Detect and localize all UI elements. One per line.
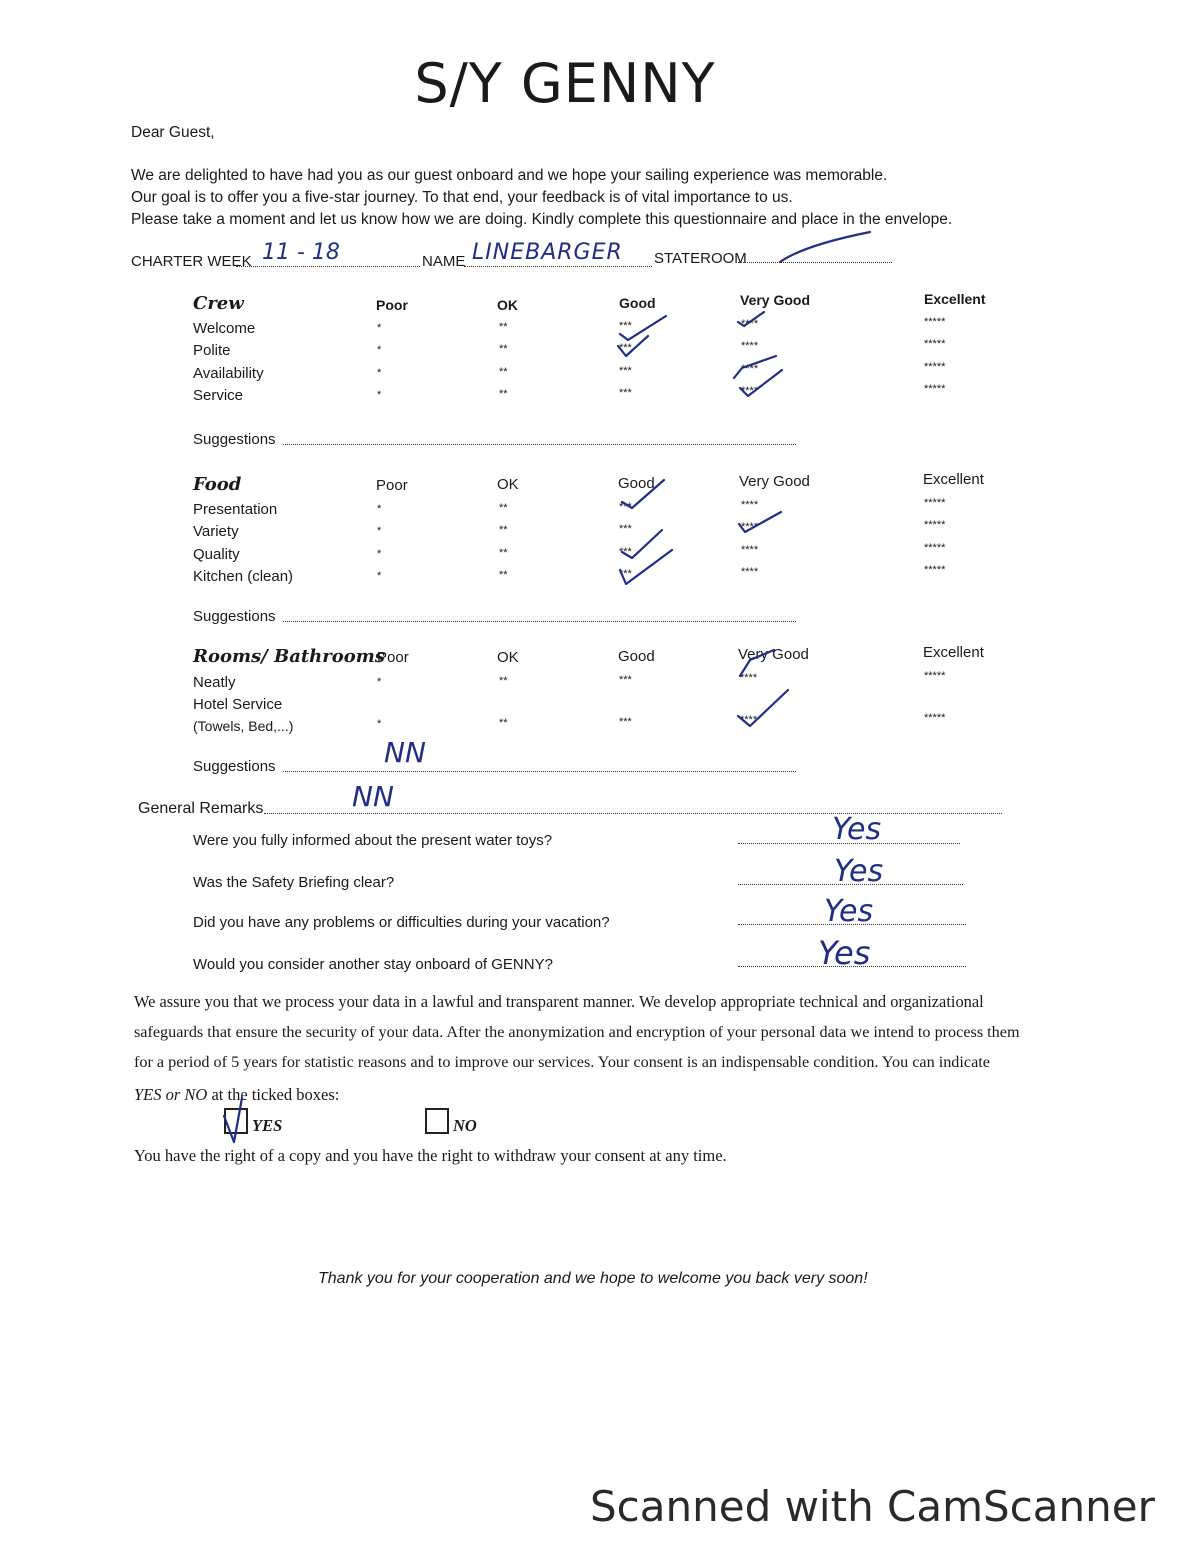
food-quality-very-good[interactable]: **** [741,544,759,556]
rooms-row-neatly: Neatly [193,674,236,691]
food-variety-good[interactable]: *** [619,523,632,535]
food-kitchen-very-good[interactable]: **** [741,566,759,578]
rooms-col-excellent: Excellent [923,644,984,661]
food-row-presentation: Presentation [193,501,278,518]
general-remarks-value[interactable]: NN [352,780,394,813]
greeting: Dear Guest, [131,124,215,141]
food-variety-excellent[interactable]: ***** [924,519,946,531]
consent-no-checkbox[interactable] [425,1108,449,1134]
food-kitchen-poor[interactable]: * [377,570,382,582]
crew-section-title: Crew [193,293,244,314]
crew-service-poor[interactable]: * [377,389,382,401]
answer-problems[interactable]: Yes [824,894,874,929]
closing-message: Thank you for your cooperation and we hope to welcome you back very soon! [318,1270,868,1287]
intro-line-3: Please take a moment and let us know how we are doing. Kindly complete this questionnaire and place in the envelope. [131,211,953,228]
crew-welcome-excellent[interactable]: ***** [924,316,946,328]
crew-welcome-very-good[interactable]: **** [741,318,759,330]
question-safety-briefing: Was the Safety Briefing clear? [193,874,395,891]
food-kitchen-good[interactable]: *** [619,568,632,580]
rooms-suggestions-line[interactable] [283,771,796,772]
crew-welcome-ok[interactable]: ** [499,321,508,333]
crew-availability-ok[interactable]: ** [499,366,508,378]
intro-line-1: We are delighted to have had you as our guest onboard and we hope your sailing experience was memorable. [131,167,888,184]
crew-polite-poor[interactable]: * [377,344,382,356]
crew-row-availability: Availability [193,365,264,382]
food-quality-poor[interactable]: * [377,548,382,560]
food-section-title: Food [193,474,242,495]
privacy-yes-no-suffix: at the ticked boxes: [207,1085,340,1104]
crew-welcome-good[interactable]: *** [619,320,632,332]
privacy-yes-no-prefix: YES or NO [134,1085,208,1104]
charter-week-line [236,266,420,267]
food-variety-poor[interactable]: * [377,525,382,537]
rooms-row-hotel-service: Hotel Service [193,696,283,713]
food-suggestions-label: Suggestions [193,608,276,625]
charter-week-label: CHARTER WEEK [131,253,252,270]
rooms-neatly-ok[interactable]: ** [499,675,508,687]
rooms-section-title: Rooms/ Bathrooms [193,646,385,667]
rooms-col-very-good: Very Good [738,646,809,663]
privacy-line-1: We assure you that we process your data in a lawful and transparent manner. We develop appropriate technical and organizational [134,992,984,1011]
rooms-suggestions-value[interactable]: NN [384,736,426,769]
rooms-towels-ok[interactable]: ** [499,717,508,729]
general-remarks-line[interactable] [264,813,1002,814]
answer-safety-briefing[interactable]: Yes [834,854,884,889]
rooms-towels-excellent[interactable]: ***** [924,712,946,724]
rooms-suggestions-label: Suggestions [193,758,276,775]
crew-row-service: Service [193,387,244,404]
food-presentation-check-mark [620,476,670,516]
question-another-stay: Would you consider another stay onboard of GENNY? [193,956,553,973]
food-variety-check-mark [737,510,787,536]
crew-col-ok: OK [497,297,518,313]
crew-col-very-good: Very Good [740,292,811,308]
rooms-neatly-excellent[interactable]: ***** [924,670,946,682]
name-label: NAME [422,253,466,270]
food-variety-ok[interactable]: ** [499,524,508,536]
crew-suggestions-line[interactable] [283,444,796,445]
crew-col-excellent: Excellent [924,291,986,307]
crew-col-poor: Poor [376,297,408,313]
consent-no-label: NO [453,1116,477,1135]
crew-welcome-check-mark-2 [736,310,776,330]
rooms-towels-very-good[interactable]: **** [740,714,758,726]
crew-welcome-poor[interactable]: * [377,322,382,334]
food-row-quality: Quality [193,546,240,563]
food-presentation-poor[interactable]: * [377,503,382,515]
food-quality-excellent[interactable]: ***** [924,542,946,554]
crew-service-ok[interactable]: ** [499,388,508,400]
food-quality-good[interactable]: *** [619,546,632,558]
stateroom-dash-mark [770,226,880,266]
consent-yes-label: YES [252,1116,283,1135]
crew-availability-good[interactable]: *** [619,365,632,377]
stateroom-label: STATEROOM [654,250,747,267]
answer-another-stay[interactable]: Yes [818,934,871,972]
rooms-neatly-poor[interactable]: * [377,676,382,688]
food-kitchen-ok[interactable]: ** [499,569,508,581]
food-kitchen-check-mark [618,546,678,588]
rooms-towels-good[interactable]: *** [619,716,632,728]
crew-availability-very-good[interactable]: **** [741,363,759,375]
question-problems: Did you have any problems or difficulties during your vacation? [193,914,610,931]
rooms-towels-poor[interactable]: * [377,718,382,730]
name-value[interactable]: LINEBARGER [472,240,623,265]
rooms-col-poor: Poor [377,649,409,666]
rooms-neatly-very-good[interactable]: **** [740,672,758,684]
crew-suggestions-label: Suggestions [193,431,276,448]
crew-availability-poor[interactable]: * [377,367,382,379]
crew-polite-ok[interactable]: ** [499,343,508,355]
crew-col-good: Good [619,295,656,311]
rooms-neatly-good[interactable]: *** [619,674,632,686]
rooms-col-ok: OK [497,649,519,666]
food-row-variety: Variety [193,523,239,540]
privacy-withdraw-line: You have the right of a copy and you have the right to withdraw your consent at any time. [134,1146,727,1165]
food-presentation-excellent[interactable]: ***** [924,497,946,509]
crew-service-excellent[interactable]: ***** [924,383,946,395]
food-presentation-very-good[interactable]: **** [741,499,759,511]
food-col-excellent: Excellent [923,471,984,488]
food-presentation-ok[interactable]: ** [499,502,508,514]
document-title: S/Y GENNY [414,52,716,115]
scanner-footer: Scanned with CamScanner [590,1482,1155,1531]
rooms-towels-check-mark [736,686,796,732]
crew-polite-very-good[interactable]: **** [741,340,759,352]
crew-row-polite: Polite [193,342,231,359]
intro-line-2: Our goal is to offer you a five-star journey. To that end, your feedback is of vital importance to us. [131,189,793,206]
food-kitchen-excellent[interactable]: ***** [924,564,946,576]
food-suggestions-line[interactable] [283,621,796,622]
food-col-very-good: Very Good [739,473,810,490]
crew-polite-excellent[interactable]: ***** [924,338,946,350]
rooms-neatly-check-mark [738,646,778,682]
food-col-ok: OK [497,476,519,493]
charter-week-value[interactable]: 11 - 18 [262,240,340,265]
general-remarks-label: General Remarks [138,800,264,817]
rooms-col-good: Good [618,648,655,665]
food-col-poor: Poor [376,477,408,494]
crew-row-welcome: Welcome [193,320,256,337]
privacy-line-3: for a period of 5 years for statistic reasons and to improve our services. Your consent is an indispensable condition. You can indicate [134,1053,990,1071]
food-quality-ok[interactable]: ** [499,547,508,559]
answer-water-toys[interactable]: Yes [832,812,882,847]
crew-availability-excellent[interactable]: ***** [924,361,946,373]
crew-service-very-good[interactable]: **** [741,385,759,397]
food-variety-very-good[interactable]: **** [741,521,759,533]
crew-service-good[interactable]: *** [619,387,632,399]
name-line [464,266,652,267]
crew-polite-good[interactable]: *** [619,342,632,354]
question-water-toys: Were you fully informed about the present water toys? [193,832,553,849]
food-col-good: Good [618,475,655,492]
crew-service-check-mark [738,368,788,402]
crew-polite-check-mark [616,334,656,360]
privacy-line-2: safeguards that ensure the security of your data. After the anonymization and encryption of your personal data we intend to process them [134,1023,1020,1041]
rooms-row-towels-bed: (Towels, Bed,...) [193,718,294,734]
food-presentation-good[interactable]: *** [619,501,632,513]
food-row-kitchen: Kitchen (clean) [193,568,294,585]
